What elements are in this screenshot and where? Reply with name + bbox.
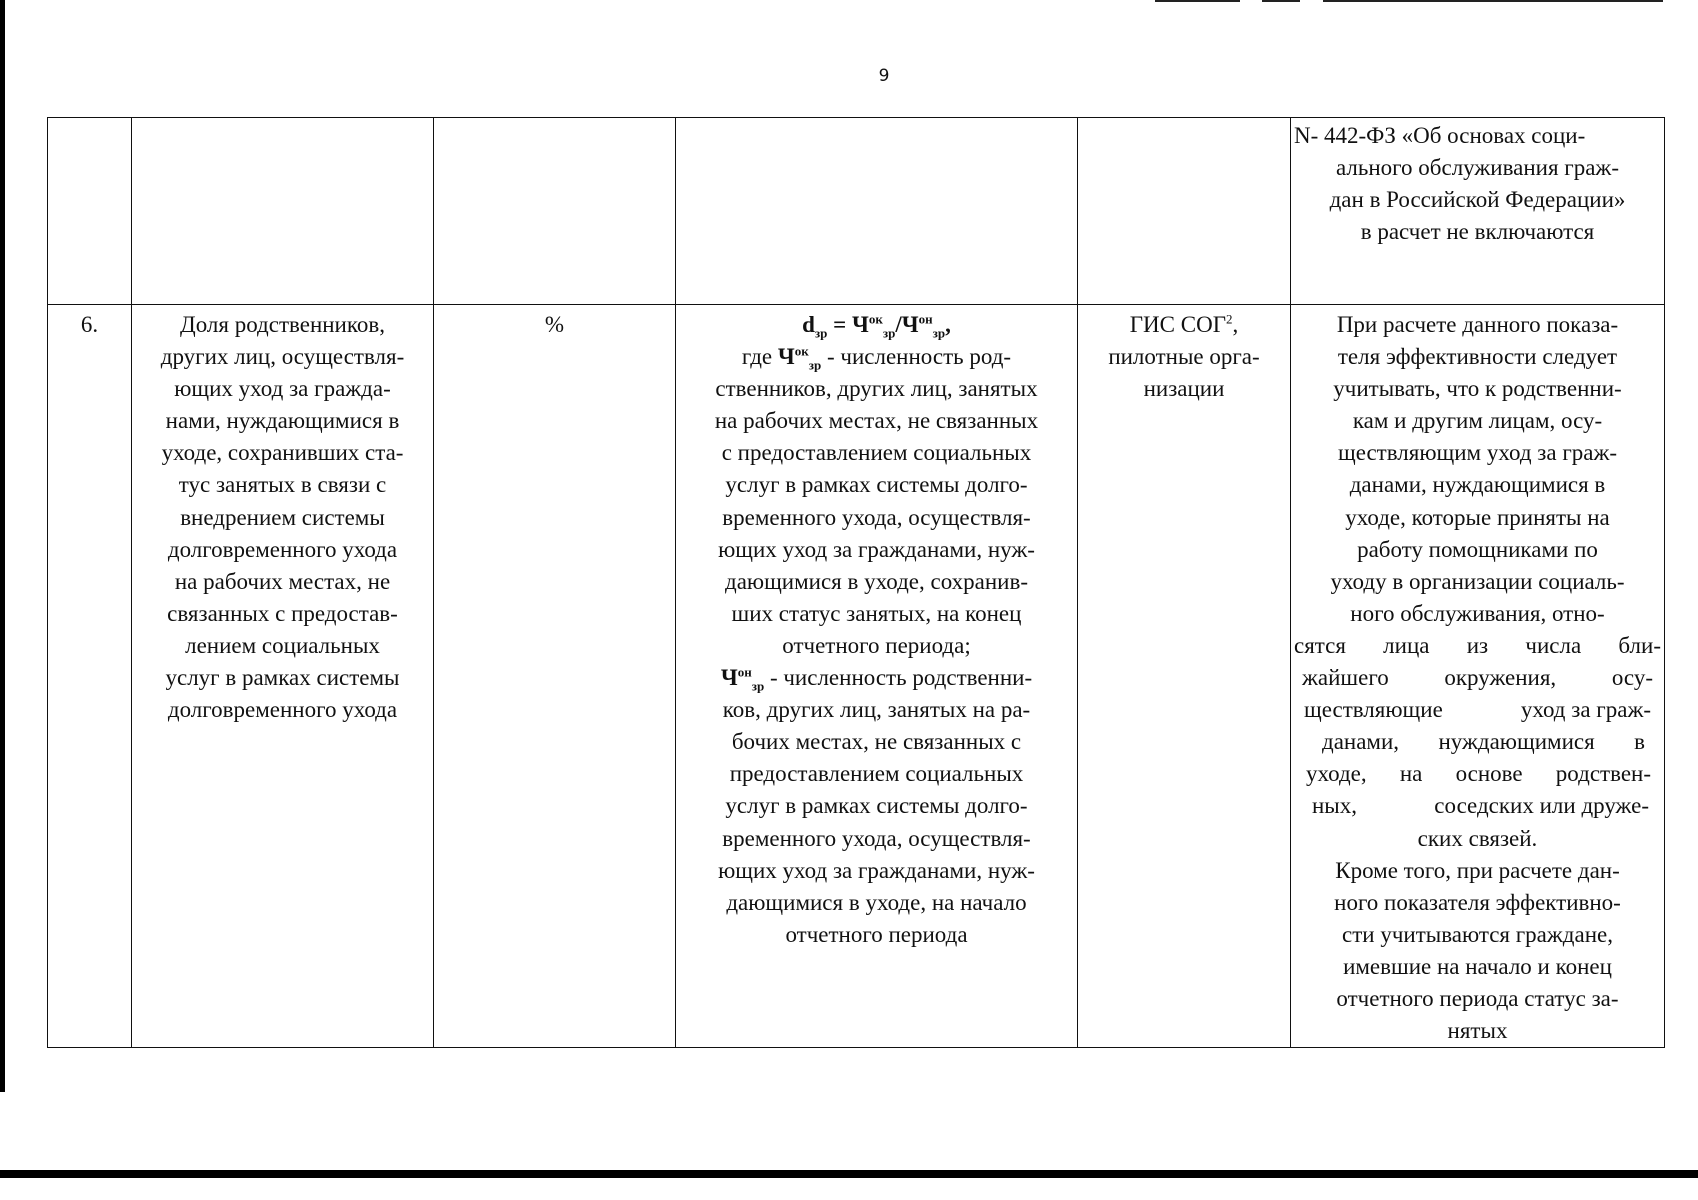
notes-line: учитывать, что к родственни- [1333, 376, 1622, 402]
where-rest: - численность род- [821, 344, 1012, 370]
notes-word: осу- [1611, 665, 1653, 691]
symbol-sub: зр [751, 678, 765, 694]
indicator-line: нами, нуждающимися в [165, 408, 400, 434]
notes-word: из [1466, 632, 1489, 658]
formula-line: услуг в рамках системы долго- [725, 793, 1028, 819]
cell-number [48, 118, 132, 305]
notes-line: ального обслуживания граж- [1336, 155, 1619, 181]
notes-justified-line [1294, 790, 1661, 822]
notes-word: сятся [1294, 632, 1346, 658]
notes-line: При расчете данного показа- [1336, 312, 1619, 337]
scan-top-mark [1323, 0, 1663, 2]
notes-word: ных, [1312, 793, 1358, 819]
scan-left-edge [0, 0, 5, 1092]
scan-top-mark [1155, 0, 1240, 2]
cell-number: 6. [48, 305, 132, 1048]
notes-justified-line [1294, 630, 1661, 662]
notes-line: отчетного периода статус за- [1336, 985, 1619, 1011]
notes-word: жайшего [1302, 665, 1389, 691]
notes-word: в [1634, 729, 1645, 755]
formula-line: ющих уход за гражданами, нуж- [718, 857, 1035, 883]
symbol-sub: зр [808, 357, 822, 373]
notes-line: ного показателя эффективно- [1334, 889, 1621, 915]
indicator-line: долговременного ухода [167, 536, 398, 562]
cell-notes [1291, 305, 1665, 1048]
indicator-line: лением социальных [185, 632, 380, 658]
formula-line: предоставлением социальных [729, 761, 1024, 787]
formula-tail: , [945, 312, 951, 337]
notes-word: соседских или друже- [1434, 793, 1649, 819]
source-line: низации [1143, 376, 1225, 402]
formula-sub: зр [932, 325, 946, 341]
cell-notes [1291, 118, 1665, 305]
formula-line: услуг в рамках системы долго- [725, 472, 1028, 498]
notes-word: числа [1525, 632, 1582, 658]
cell-indicator [132, 118, 434, 305]
notes-word: окружения, [1444, 665, 1557, 691]
source-tail: , [1232, 312, 1239, 337]
cell-unit [434, 118, 676, 305]
formula-line: дающимися в уходе, сохранив- [725, 568, 1028, 594]
notes-justified-line [1294, 662, 1661, 694]
notes-line: в расчет не включаются [1360, 219, 1595, 245]
notes-line: имевшие на начало и конец [1343, 953, 1612, 979]
notes-word: уходе, [1306, 761, 1367, 787]
notes-line: данами, нуждающимися в [1349, 472, 1606, 498]
formula-sup: ок [868, 311, 883, 327]
formula-line: ков, других лиц, занятых на ра- [722, 697, 1031, 723]
formula [679, 309, 1074, 341]
formula-line: ющих уход за гражданами, нуж- [718, 536, 1035, 562]
source-line: пилотные орга- [1108, 344, 1260, 370]
table-row [48, 305, 1665, 1048]
notes-line: N- 442-ФЗ «Об основах соци- [1294, 123, 1586, 148]
formula-line: с предоставлением социальных [721, 440, 1032, 466]
formula-base: d [802, 312, 815, 337]
indicator-table [47, 117, 1665, 1048]
indicator-line: других лиц, осуществля- [160, 344, 405, 370]
cell-formula [676, 305, 1078, 1048]
notes-line: теля эффективности следует [1337, 344, 1618, 370]
formula-line: ших статус занятых, на конец [731, 600, 1022, 626]
on-rest: - численность родственни- [764, 665, 1033, 691]
notes-word: основе [1455, 761, 1523, 787]
notes-justified-line [1294, 758, 1661, 790]
scan-top-mark [1262, 0, 1300, 2]
formula-line: отчетного периода [785, 921, 968, 947]
symbol-sup: ок [794, 343, 809, 359]
notes-word: ществляющие [1304, 697, 1443, 723]
on-first-line [679, 662, 1074, 694]
notes-line: ного обслуживания, отно- [1350, 600, 1605, 626]
indicator-line: услуг в рамках системы [165, 665, 400, 691]
notes-line: дан в Российской Федерации» [1329, 187, 1626, 213]
notes-line: уходу в организации социаль- [1330, 568, 1625, 594]
notes-line: уходе, которые приняты на [1345, 504, 1610, 530]
notes-word: нуждающимися [1438, 729, 1595, 755]
indicator-line: тус занятых в связи с [178, 472, 387, 498]
indicator-line: на рабочих местах, не [174, 568, 391, 594]
indicator-line: долговременного ухода [167, 697, 398, 723]
indicator-line: ющих уход за гражда- [174, 376, 391, 402]
cell-unit: % [434, 305, 676, 1048]
notes-word: лица [1383, 632, 1430, 658]
notes-line: ских связей. [1417, 825, 1538, 851]
scan-bottom-edge [0, 1170, 1698, 1178]
notes-line: сти учитываются граждане, [1342, 921, 1613, 947]
formula-line: на рабочих местах, не связанных [714, 408, 1039, 434]
formula-sub: зр [882, 325, 896, 341]
formula-slash: /Ч [895, 312, 919, 337]
source-text: ГИС СОГ [1129, 312, 1226, 337]
page-number: 9 [878, 66, 890, 86]
notes-word: на [1399, 761, 1423, 787]
notes-word: данами, [1322, 729, 1400, 755]
notes-justified-line [1294, 694, 1661, 726]
notes-line: работу помощниками по [1357, 536, 1598, 562]
cell-source [1078, 118, 1291, 305]
source-line [1081, 309, 1287, 341]
notes-line: кам и другим лицам, осу- [1352, 408, 1603, 434]
symbol-base: Ч [720, 665, 738, 691]
where-prefix: где [741, 344, 778, 370]
symbol-sup: он [737, 664, 752, 680]
formula-sup: он [918, 311, 933, 327]
formula-line: ственников, других лиц, занятых [715, 376, 1038, 402]
notes-word: уход за граж- [1520, 697, 1651, 723]
notes-line: ществляющим уход за граж- [1337, 440, 1618, 466]
indicator-line: уходе, сохранивших ста- [161, 440, 404, 466]
formula-line: отчетного периода; [782, 632, 971, 658]
where-first-line [679, 341, 1074, 373]
indicator-line: внедрением системы [180, 504, 385, 530]
footnote-mark: 2 [1226, 311, 1233, 327]
indicator-line: связанных с предостав- [167, 600, 398, 626]
formula-sub: зр [814, 325, 828, 341]
notes-line: Кроме того, при расчете дан- [1335, 857, 1620, 883]
table-row [48, 118, 1665, 305]
formula-line: дающимися в уходе, на начало [726, 889, 1027, 915]
formula-line: временного ухода, осуществля- [722, 825, 1031, 851]
cell-indicator [132, 305, 434, 1048]
notes-line: нятых [1447, 1018, 1508, 1044]
cell-formula [676, 118, 1078, 305]
notes-word: бли- [1618, 632, 1661, 658]
formula-eq: = Ч [827, 312, 869, 337]
notes-word: родствен- [1555, 761, 1651, 787]
cell-source [1078, 305, 1291, 1048]
formula-line: временного ухода, осуществля- [722, 504, 1031, 530]
indicator-line: Доля родственников, [180, 312, 385, 337]
formula-line: бочих местах, не связанных с [731, 729, 1022, 755]
symbol-base: Ч [777, 344, 795, 370]
notes-justified-line [1294, 726, 1661, 758]
